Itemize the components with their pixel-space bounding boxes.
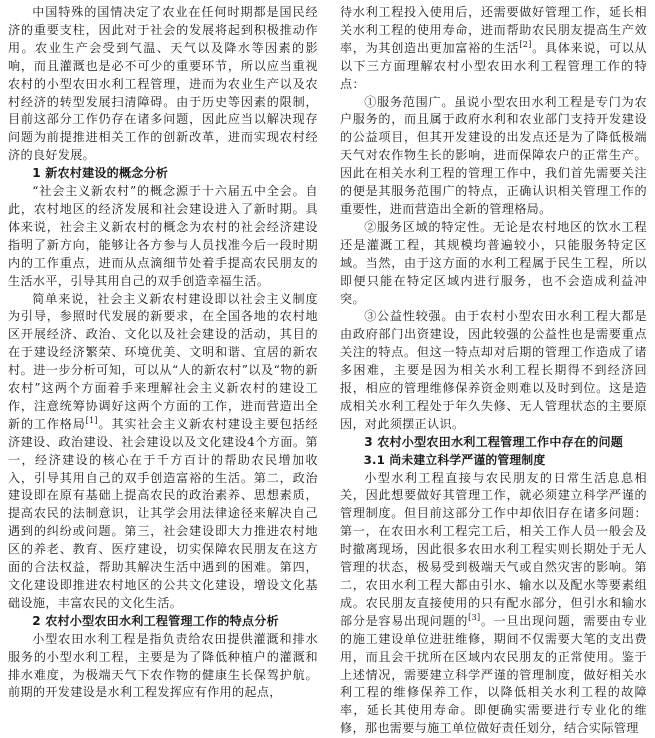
citation-2: [2]	[519, 39, 532, 49]
intro-paragraph: 中国特殊的国情决定了农业在任何时期都是国民经济的重要支柱，因此对于社会的发展将起到积极推动作用。农业生产会受到气温、天气以及降水等因素的影响，而且灌溉也是必不可少的重要环节，所以应当重视农村的小型农田水利工程管理，进而为农业生产以及农村经济的转型发展扫清障碍。由于历史等因素的限制，目前这部分工作仍存在诸多问题，因此应当以解决现存问题为前提推进相关工作的创新改革，进而实现农村经济的良好发展。	[8, 5, 318, 163]
section-3-1-paragraph-text-b: 。一旦出现问题，需要由专业的施工建设单位进驻维修，期间不仅需要大笔的支出费用，而且会干扰所在区域内农民朋友的正常使用。鉴于上述情况，需要建立科学严谨的管理制度，做好相关水利工程的维修保养工作，以降低相关水利工程的故障率，延长其使用寿命。即便确实需要进行专业化的维修，那也需要与施工单位做好责任划分，结合实际管理	[340, 613, 647, 736]
left-column	[8, 4, 318, 702]
section-3-heading: 3 农村小型农田水利工程管理工作中存在的问题	[364, 434, 624, 449]
feature-service-range: ①服务范围广。虽说小型农田水利工程是专门为农户服务的，而且属于政府水利和农业部门支持开发建设的公益项目，但其开发建设的出发点还是为了降低极端天气对农作物生长的影响，进而保障农户的正常生产。因此在相关水利工程的管理工作中，我们首先需要关注的便是其服务范围广的特点，正确认识相关管理工作的重要性，进而营造出全新的管理格局。	[340, 94, 647, 216]
right-column	[340, 4, 647, 738]
section-2-heading: 2 农村小型农田水利工程管理工作的特点分析	[32, 613, 279, 628]
section-2-paragraph-1: 小型农田水利工程是指负责给农田提供灌溉和排水服务的小型水利工程，主要是为了降低种植户的灌溉和排水难度，为极端天气下农作物的健康生长保驾护航。前期的开发建设是水利工程发挥应有作用的起点，	[8, 631, 318, 700]
section-3-1-paragraph	[340, 470, 647, 738]
section-1-paragraph-2-text-a: 简单来说，社会主义新农村建设即以社会主义制度为引导，参照时代发展的新要求，在全国各地的农村地区开展经济、政治、文化以及社会建设的活动，其目的在于建设经济繁荣、环境优美、文明和谐、宜居的新农村。进一步分析可知，可以从“人的新农村”以及“物的新农村”这两个方面着手来理解社会主义新农村的建设工作，注意统筹协调好这两个方面的工作，进而营造出全新的工作格局	[8, 291, 318, 431]
section-1-paragraph-2-text-b: 。其实社会主义新农村建设主要包括经济建设、政治建设、社会建设以及文化建设4个方面。第一，经济建设的核心在于千方百计的帮助农民增加收入，引导其用自己的双手创造富裕的生活。第二，政治建设即在原有基础上提高农民的政治素养、思想素质，提高农民的法制意识，让其学会用法律途径来解决自己遇到的纠纷或问题。第三，社会建设即大力推进农村地区的养老、教育、医疗建设，切实保障农民朋友在这方面的合法权益，帮助其解决生活中遇到的困难。第四，文化建设即推进农村地区的公共文化建设，增设文化基础设施，丰富农民的文化生活。	[8, 416, 318, 610]
section-2-paragraph-1-continued	[340, 4, 647, 94]
section-1-heading: 1 新农村建设的概念分析	[32, 166, 169, 181]
section-3-1-heading: 3.1 尚未建立科学严谨的管理制度	[363, 452, 546, 467]
section-2-paragraph-1-text-c: 。具体来说，可以从以下三方面理解农村小型农田水利工程管理工作的特点：	[340, 40, 647, 91]
citation-1: [1]	[85, 415, 99, 425]
section-2-paragraph-1-text-b: 待水利工程投入使用后，还需要做好管理工作，延长相关水利工程的使用寿命，进而帮助农民朋友提高生产效率，为其创造出更加富裕的生活	[340, 5, 647, 55]
section-1-paragraph-2	[8, 291, 318, 613]
section-3-1-paragraph-text-a: 小型水利工程直接与农民朋友的日常生活息息相关，因此想要做好其管理工作，就必须建立科学严谨的管理制度。但目前这部分工作中却依旧存在诸多问题：第一，在农田水利工程完工后，相关工作人员一般会及时撤离现场，因此很多农田水利工程实则长期处于无人管理的状态，极易受到极端天气或自然灾害的影响。第二，农田水利工程大都由引水、输水以及配水等要素组成。农民朋友直接使用的只有配水部分，但引水和输水部分是容易出现问题的	[340, 470, 647, 628]
citation-3: [3]	[468, 612, 481, 622]
feature-public-welfare: ③公益性较强。由于农村小型农田水利工程大都是由政府部门出资建设，因此较强的公益性也是需要重点关注的特点。但这一特点却对后期的管理工作造成了诸多困难，主要是因为相关水利工程长期得不到经济回报，相应的管理维修保养资金则难以及时到位。这是造成相关水利工程处于年久失修、无人管理状态的主要原因，对此须摆正认识。	[340, 309, 647, 431]
section-1-paragraph-1: “社会主义新农村”的概念源于十六届五中全会。自此，农村地区的经济发展和社会建设进入了新时期。具体来说，社会主义新农村的概念为农村的社会经济建设指明了新方向，能够让各方参与人员找准今后一段时期内的工作重点，进而从点滴细节处着手提高农民朋友的生活水平，引导其用自己的双手创造幸福生活。	[8, 184, 318, 288]
feature-service-area: ②服务区域的特定性。无论是农村地区的饮水工程还是灌溉工程，其规模均普遍较小，只能服务特定区域。当然，由于这方面的水利工程属于民生工程，所以即便只能在特定区域内进行服务，也不会造成利益冲突。	[340, 219, 647, 306]
